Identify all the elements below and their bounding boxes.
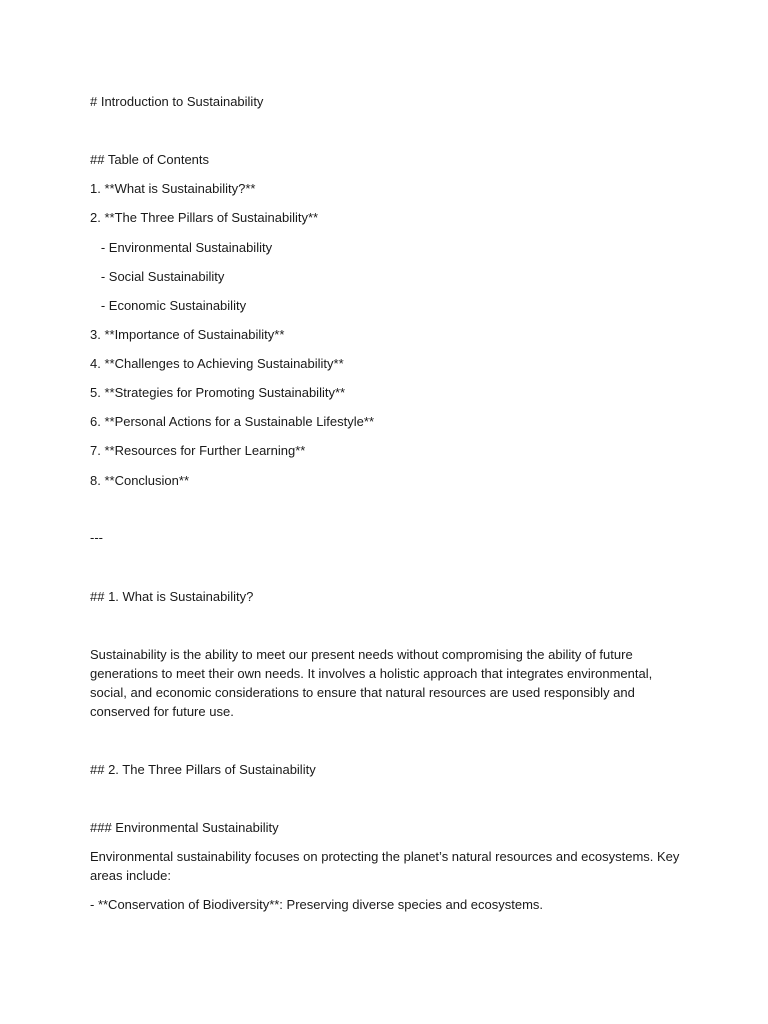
toc-subitem-economic: - Economic Sustainability (90, 298, 247, 313)
toc-item-8: 8. **Conclusion** (90, 473, 190, 488)
section1-body: Sustainability is the ability to meet our present needs without compromising the ability of future generations to meet their own needs. It involves a holistic approach that integrates environmental, social, and economic considerations to ensure that natural resources are used responsibly and conserved for future use. (90, 647, 653, 719)
separator: --- (90, 530, 103, 545)
toc-item-5: 5. **Strategies for Promoting Sustainability** (90, 385, 346, 400)
toc-item-6: 6. **Personal Actions for a Sustainable Lifestyle** (90, 414, 375, 429)
subsection-environmental-heading: ### Environmental Sustainability (90, 820, 279, 835)
subsection-environmental-body: Environmental sustainability focuses on protecting the planet’s natural resources and ecosystems. Key areas include: (90, 849, 680, 883)
section2-heading: ## 2. The Three Pillars of Sustainability (90, 762, 316, 777)
toc-item-1: 1. **What is Sustainability?** (90, 181, 256, 196)
section1-heading: ## 1. What is Sustainability? (90, 589, 254, 604)
toc-heading: ## Table of Contents (90, 152, 210, 167)
bullet-biodiversity: - **Conservation of Biodiversity**: Preserving diverse species and ecosystems. (90, 897, 544, 912)
document-title: # Introduction to Sustainability (90, 94, 264, 109)
toc-item-4: 4. **Challenges to Achieving Sustainability** (90, 356, 344, 371)
toc-subitem-environmental: - Environmental Sustainability (90, 240, 273, 255)
toc-item-7: 7. **Resources for Further Learning** (90, 443, 306, 458)
toc-item-3: 3. **Importance of Sustainability** (90, 327, 285, 342)
toc-item-2: 2. **The Three Pillars of Sustainability** (90, 210, 319, 225)
toc-subitem-social: - Social Sustainability (90, 269, 225, 284)
